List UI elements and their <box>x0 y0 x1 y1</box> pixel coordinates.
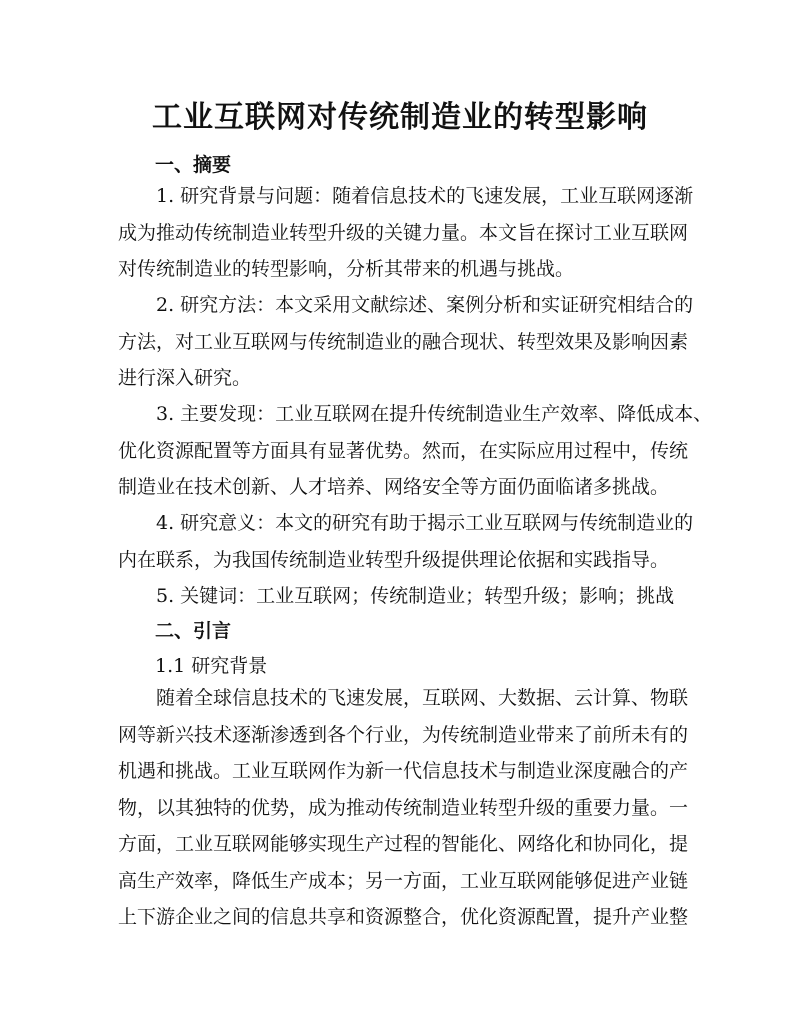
text-line: 内在联系，为我国传统制造业转型升级提供理论依据和实践指导。 <box>118 548 670 571</box>
intro-paragraph <box>118 680 688 936</box>
abstract-item-5-keywords <box>118 578 688 615</box>
text-line: 3. 主要发现：工业互联网在提升传统制造业生产效率、降低成本、 <box>156 403 713 425</box>
text-line: 1. 研究背景与问题：随着信息技术的飞速发展，工业互联网逐渐 <box>156 185 694 207</box>
text-line: 方法，对工业互联网与传统制造业的融合现状、转型效果及影响因素 <box>118 330 689 353</box>
page-title: 工业互联网对传统制造业的转型影响 <box>152 100 648 135</box>
abstract-item-4 <box>118 505 694 578</box>
text-line: 4. 研究意义：本文的研究有助于揭示工业互联网与传统制造业的 <box>156 512 694 534</box>
text-line: 优化资源配置等方面具有显著优势。然而，在实际应用过程中，传统 <box>118 439 689 462</box>
text-line: 高生产效率，降低生产成本；另一方面，工业互联网能够促进产业链 <box>118 869 689 892</box>
text-line: 成为推动传统制造业转型升级的关键力量。本文旨在探讨工业互联网 <box>118 221 689 244</box>
text-line: 物，以其独特的优势，成为推动传统制造业转型升级的重要力量。一 <box>118 796 689 819</box>
abstract-item-3 <box>118 396 713 506</box>
text-line: 2. 研究方法：本文采用文献综述、案例分析和实证研究相结合的 <box>156 294 694 316</box>
abstract-item-1 <box>118 178 694 288</box>
subsection-heading: 1.1 研究背景 <box>155 655 268 677</box>
text-line: 5. 关键词：工业互联网；传统制造业；转型升级；影响；挑战 <box>156 585 675 607</box>
text-line: 进行深入研究。 <box>118 367 252 389</box>
text-line: 制造业在技术创新、人才培养、网络安全等方面仍面临诸多挑战。 <box>118 476 670 498</box>
text-line: 上下游企业之间的信息共享和资源整合，优化资源配置，提升产业整 <box>118 906 689 928</box>
text-line: 网等新兴技术逐渐渗透到各个行业，为传统制造业带来了前所未有的 <box>118 723 689 746</box>
text-line: 对传统制造业的转型影响，分析其带来的机遇与挑战。 <box>118 258 575 280</box>
section-heading-intro: 二、引言 <box>155 620 232 642</box>
text-line: 机遇和挑战。工业互联网作为新一代信息技术与制造业深度融合的产 <box>118 760 689 782</box>
abstract-item-2 <box>118 287 694 397</box>
section-heading-abstract: 一、摘要 <box>155 154 232 176</box>
text-line: 随着全球信息技术的飞速发展，互联网、大数据、云计算、物联 <box>156 687 689 709</box>
text-line: 方面，工业互联网能够实现生产过程的智能化、网络化和协同化，提 <box>118 833 689 855</box>
